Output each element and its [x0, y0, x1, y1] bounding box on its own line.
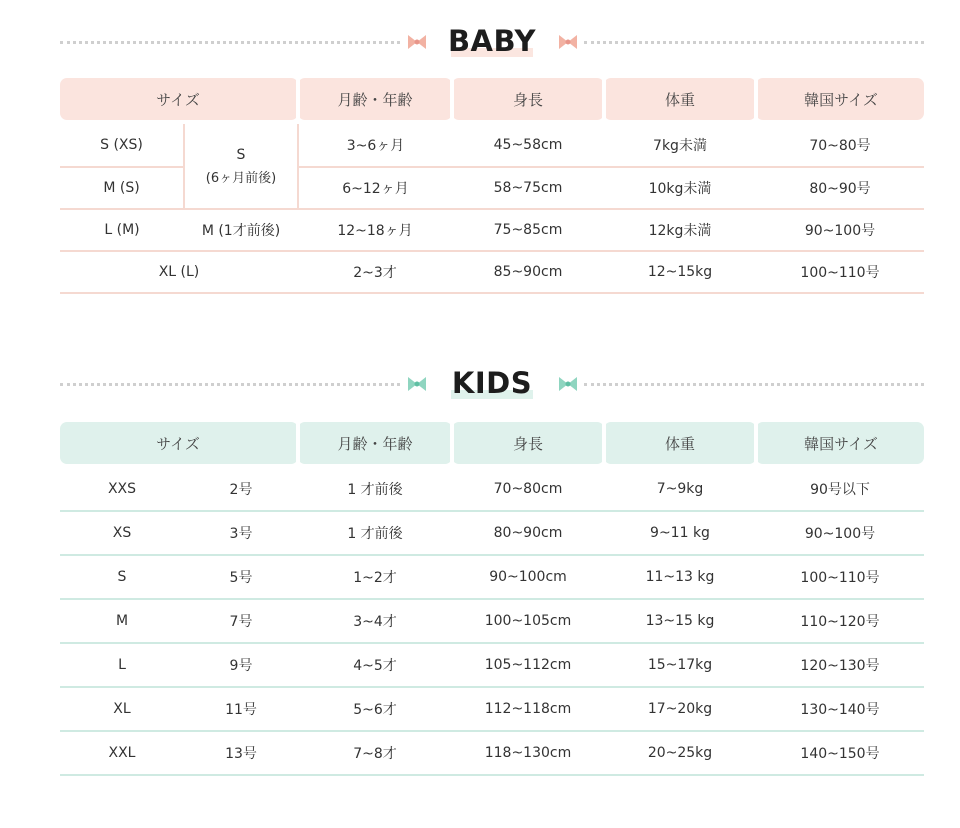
size-cell: XL (L) — [60, 251, 298, 293]
age-cell: 1~2才 — [298, 555, 452, 599]
header-size: サイズ — [60, 422, 298, 464]
age-cell: 2~3才 — [298, 251, 452, 293]
number-cell: 7号 — [184, 599, 298, 643]
table-row — [60, 209, 924, 251]
size-cell: XS — [60, 511, 184, 555]
sub-size-cell: M (1才前後) — [184, 209, 298, 251]
header-weight: 体重 — [604, 78, 756, 120]
dotted-divider-left — [60, 383, 400, 386]
height-cell: 58~75cm — [452, 167, 604, 209]
number-cell: 3号 — [184, 511, 298, 555]
sub-size-note: (6ヶ月前後) — [205, 170, 277, 186]
weight-cell: 20~25kg — [604, 731, 756, 775]
korea-cell: 100~110号 — [756, 251, 924, 293]
number-cell: 2号 — [184, 468, 298, 511]
size-cell: XXL — [60, 731, 184, 775]
number-cell: 13号 — [184, 731, 298, 775]
height-cell: 100~105cm — [452, 599, 604, 643]
table-row — [60, 643, 924, 687]
weight-cell: 13~15 kg — [604, 599, 756, 643]
korea-cell: 80~90号 — [756, 167, 924, 209]
kids-section — [60, 364, 924, 762]
bow-icon — [557, 33, 579, 51]
size-cell: XL — [60, 687, 184, 731]
korea-cell: 90~100号 — [756, 511, 924, 555]
size-cell: L (M) — [60, 209, 184, 251]
height-cell: 105~112cm — [452, 643, 604, 687]
age-cell: 1 才前後 — [298, 511, 452, 555]
height-cell: 112~118cm — [452, 687, 604, 731]
height-cell: 90~100cm — [452, 555, 604, 599]
table-row — [60, 251, 924, 293]
number-cell: 11号 — [184, 687, 298, 731]
table-row — [60, 731, 924, 775]
bow-icon — [406, 33, 428, 51]
dotted-divider-right — [584, 41, 924, 44]
weight-cell: 12kg未満 — [604, 209, 756, 251]
korea-cell: 120~130号 — [756, 643, 924, 687]
dotted-divider-left — [60, 41, 400, 44]
number-cell: 5号 — [184, 555, 298, 599]
header-korea-size: 韓国サイズ — [756, 78, 924, 120]
header-height: 身長 — [452, 422, 604, 464]
kids-title-row — [60, 364, 924, 404]
table-row — [60, 555, 924, 599]
age-cell: 3~4才 — [298, 599, 452, 643]
kids-size-table — [60, 422, 924, 776]
header-korea-size: 韓国サイズ — [756, 422, 924, 464]
dotted-divider-right — [584, 383, 924, 386]
weight-cell: 9~11 kg — [604, 511, 756, 555]
baby-size-table — [60, 78, 924, 294]
weight-cell: 7kg未満 — [604, 124, 756, 167]
sub-size-cell — [184, 124, 298, 209]
table-row — [60, 468, 924, 511]
age-cell: 7~8才 — [298, 731, 452, 775]
korea-cell: 90号以下 — [756, 468, 924, 511]
size-cell: M (S) — [60, 167, 184, 209]
sub-size: S — [236, 146, 246, 163]
number-cell: 9号 — [184, 643, 298, 687]
height-cell: 45~58cm — [452, 124, 604, 167]
baby-title-row — [60, 22, 924, 62]
size-cell: XXS — [60, 468, 184, 511]
korea-cell: 100~110号 — [756, 555, 924, 599]
age-cell: 5~6才 — [298, 687, 452, 731]
header-size: サイズ — [60, 78, 298, 120]
height-cell: 75~85cm — [452, 209, 604, 251]
weight-cell: 15~17kg — [604, 643, 756, 687]
header-age: 月齢・年齢 — [298, 422, 452, 464]
height-cell: 80~90cm — [452, 511, 604, 555]
header-age: 月齢・年齢 — [298, 78, 452, 120]
size-cell: M — [60, 599, 184, 643]
size-cell: L — [60, 643, 184, 687]
age-cell: 6~12ヶ月 — [298, 167, 452, 209]
size-cell: S — [60, 555, 184, 599]
table-row — [60, 687, 924, 731]
age-cell: 1 才前後 — [298, 468, 452, 511]
korea-cell: 130~140号 — [756, 687, 924, 731]
bow-icon — [557, 375, 579, 393]
table-header-row — [60, 422, 924, 464]
header-weight: 体重 — [604, 422, 756, 464]
korea-cell: 90~100号 — [756, 209, 924, 251]
weight-cell: 12~15kg — [604, 251, 756, 293]
weight-cell: 7~9kg — [604, 468, 756, 511]
header-height: 身長 — [452, 78, 604, 120]
korea-cell: 70~80号 — [756, 124, 924, 167]
bow-icon — [406, 375, 428, 393]
size-cell: S (XS) — [60, 124, 184, 167]
age-cell: 3~6ヶ月 — [298, 124, 452, 167]
korea-cell: 140~150号 — [756, 731, 924, 775]
korea-cell: 110~120号 — [756, 599, 924, 643]
weight-cell: 17~20kg — [604, 687, 756, 731]
weight-cell: 11~13 kg — [604, 555, 756, 599]
height-cell: 118~130cm — [452, 731, 604, 775]
height-cell: 85~90cm — [452, 251, 604, 293]
table-row — [60, 511, 924, 555]
table-row — [60, 124, 924, 167]
baby-section — [60, 22, 924, 281]
table-row — [60, 599, 924, 643]
baby-title: BABY — [447, 24, 537, 58]
weight-cell: 10kg未満 — [604, 167, 756, 209]
height-cell: 70~80cm — [452, 468, 604, 511]
age-cell: 12~18ヶ月 — [298, 209, 452, 251]
kids-title: KIDS — [451, 366, 533, 400]
age-cell: 4~5才 — [298, 643, 452, 687]
table-header-row — [60, 78, 924, 120]
